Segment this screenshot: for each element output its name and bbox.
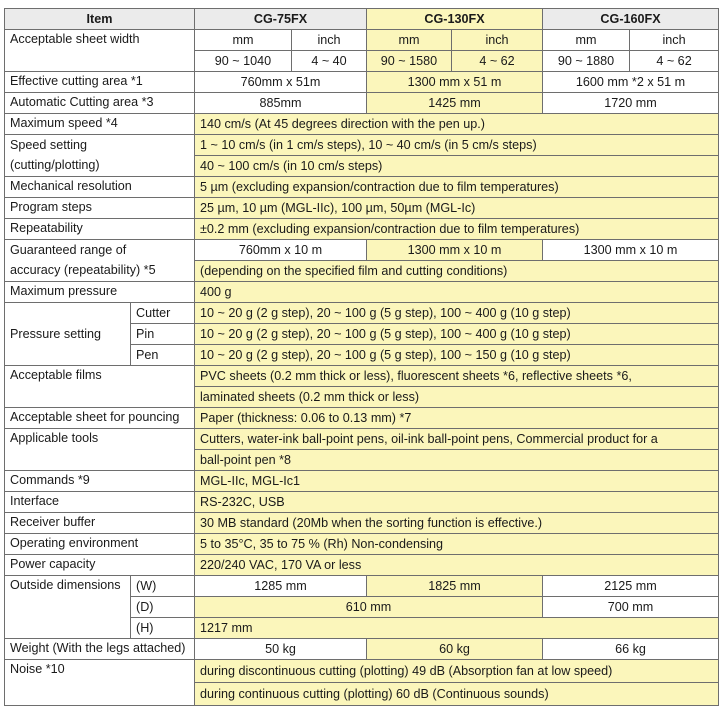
row-tools-1	[5, 429, 719, 450]
label-max-speed: Maximum speed *4	[5, 114, 195, 135]
label-dimensions-d: (D)	[131, 597, 195, 618]
label-buffer: Receiver buffer	[5, 513, 195, 534]
row-repeatability	[5, 219, 719, 240]
guaranteed-note: (depending on the specified film and cutting conditions)	[195, 261, 719, 282]
label-dimensions-h: (H)	[131, 618, 195, 639]
effective-area-m3: 1600 mm *2 x 51 m	[543, 72, 719, 93]
label-pouncing: Acceptable sheet for pouncing	[5, 408, 195, 429]
label-repeatability: Repeatability	[5, 219, 195, 240]
auto-area-m2: 1425 mm	[367, 93, 543, 114]
sheet-width-inch-m1: 4 ~ 40	[292, 51, 367, 72]
weight-m1: 50 kg	[195, 639, 367, 660]
label-power: Power capacity	[5, 555, 195, 576]
noise-line2: during continuous cutting (plotting) 60 dB (Continuous sounds)	[195, 683, 719, 706]
label-sheet-width: Acceptable sheet width	[5, 30, 195, 72]
speed-setting-line1: 1 ~ 10 cm/s (in 1 cm/s steps), 10 ~ 40 cm/s (in 5 cm/s steps)	[195, 135, 719, 156]
label-guaranteed-line2: accuracy (repeatability) *5	[10, 263, 156, 277]
speed-setting-line2: 40 ~ 100 cm/s (in 10 cm/s steps)	[195, 156, 719, 177]
row-dimensions-w	[5, 576, 719, 597]
program-steps-value: 25 µm, 10 µm (MGL-IIc), 100 µm, 50µm (MGL-Ic)	[195, 198, 719, 219]
unit-mm-m1: mm	[195, 30, 292, 51]
row-pressure-cutter	[5, 303, 719, 324]
header-cg75fx: CG-75FX	[195, 9, 367, 30]
label-interface: Interface	[5, 492, 195, 513]
pouncing-value: Paper (thickness: 0.06 to 0.13 mm) *7	[195, 408, 719, 429]
label-mech-resolution: Mechanical resolution	[5, 177, 195, 198]
dimensions-w-m2: 1825 mm	[367, 576, 543, 597]
dimensions-w-m3: 2125 mm	[543, 576, 719, 597]
label-auto-area: Automatic Cutting area *3	[5, 93, 195, 114]
guaranteed-m3: 1300 mm x 10 m	[543, 240, 719, 261]
label-max-pressure: Maximum pressure	[5, 282, 195, 303]
films-line1: PVC sheets (0.2 mm thick or less), fluorescent sheets *6, reflective sheets *6,	[195, 366, 719, 387]
row-commands	[5, 471, 719, 492]
header-row	[5, 9, 719, 30]
row-effective-area	[5, 72, 719, 93]
max-pressure-value: 400 g	[195, 282, 719, 303]
noise-line1: during discontinuous cutting (plotting) 49 dB (Absorption fan at low speed)	[195, 660, 719, 683]
label-films: Acceptable films	[5, 366, 195, 408]
label-speed-setting	[5, 135, 195, 177]
power-value: 220/240 VAC, 170 VA or less	[195, 555, 719, 576]
sheet-width-mm-m2: 90 ~ 1580	[367, 51, 452, 72]
label-speed-setting-line2: (cutting/plotting)	[10, 158, 100, 172]
sheet-width-mm-m1: 90 ~ 1040	[195, 51, 292, 72]
pressure-pin-value: 10 ~ 20 g (2 g step), 20 ~ 100 g (5 g step), 100 ~ 400 g (10 g step)	[195, 324, 719, 345]
auto-area-m3: 1720 mm	[543, 93, 719, 114]
row-environment	[5, 534, 719, 555]
row-weight	[5, 639, 719, 660]
row-interface	[5, 492, 719, 513]
spec-table	[4, 8, 719, 706]
row-buffer	[5, 513, 719, 534]
pressure-cutter-value: 10 ~ 20 g (2 g step), 20 ~ 100 g (5 g step), 100 ~ 400 g (10 g step)	[195, 303, 719, 324]
label-guaranteed	[5, 240, 195, 282]
label-program-steps: Program steps	[5, 198, 195, 219]
header-item: Item	[5, 9, 195, 30]
row-films-1	[5, 366, 719, 387]
max-speed-value: 140 cm/s (At 45 degrees direction with the pen up.)	[195, 114, 719, 135]
header-cg130fx: CG-130FX	[367, 9, 543, 30]
weight-m2: 60 kg	[367, 639, 543, 660]
label-weight: Weight (With the legs attached)	[5, 639, 195, 660]
guaranteed-m2: 1300 mm x 10 m	[367, 240, 543, 261]
dimensions-d-m3: 700 mm	[543, 597, 719, 618]
dimensions-h-all: 1217 mm	[195, 618, 719, 639]
sheet-width-inch-m2: 4 ~ 62	[452, 51, 543, 72]
tools-line2: ball-point pen *8	[195, 450, 719, 471]
label-speed-setting-line1: Speed setting	[10, 138, 88, 152]
sheet-width-mm-m3: 90 ~ 1880	[543, 51, 630, 72]
row-noise-1	[5, 660, 719, 683]
row-mech-resolution	[5, 177, 719, 198]
label-tools: Applicable tools	[5, 429, 195, 471]
row-guaranteed-1	[5, 240, 719, 261]
commands-value: MGL-IIc, MGL-Ic1	[195, 471, 719, 492]
tools-line1: Cutters, water-ink ball-point pens, oil-ink ball-point pens, Commercial product for a	[195, 429, 719, 450]
unit-inch-m1: inch	[292, 30, 367, 51]
buffer-value: 30 MB standard (20Mb when the sorting function is effective.)	[195, 513, 719, 534]
label-pressure-cutter: Cutter	[131, 303, 195, 324]
label-guaranteed-line1: Guaranteed range of	[10, 243, 127, 257]
label-pressure-pin: Pin	[131, 324, 195, 345]
effective-area-m2: 1300 mm x 51 m	[367, 72, 543, 93]
effective-area-m1: 760mm x 51m	[195, 72, 367, 93]
weight-m3: 66 kg	[543, 639, 719, 660]
label-noise: Noise *10	[5, 660, 195, 706]
header-cg160fx: CG-160FX	[543, 9, 719, 30]
row-speed-setting-1	[5, 135, 719, 156]
label-dimensions: Outside dimensions	[5, 576, 131, 639]
label-environment: Operating environment	[5, 534, 195, 555]
dimensions-w-m1: 1285 mm	[195, 576, 367, 597]
label-pressure-setting: Pressure setting	[5, 303, 131, 366]
sheet-width-inch-m3: 4 ~ 62	[630, 51, 719, 72]
interface-value: RS-232C, USB	[195, 492, 719, 513]
pressure-pen-value: 10 ~ 20 g (2 g step), 20 ~ 100 g (5 g step), 100 ~ 150 g (10 g step)	[195, 345, 719, 366]
label-pressure-pen: Pen	[131, 345, 195, 366]
unit-inch-m2: inch	[452, 30, 543, 51]
dimensions-d-m1-m2: 610 mm	[195, 597, 543, 618]
repeatability-value: ±0.2 mm (excluding expansion/contraction due to film temperatures)	[195, 219, 719, 240]
row-max-speed	[5, 114, 719, 135]
auto-area-m1: 885mm	[195, 93, 367, 114]
unit-mm-m2: mm	[367, 30, 452, 51]
label-commands: Commands *9	[5, 471, 195, 492]
mech-resolution-value: 5 µm (excluding expansion/contraction due to film temperatures)	[195, 177, 719, 198]
guaranteed-m1: 760mm x 10 m	[195, 240, 367, 261]
row-sheet-width-units	[5, 30, 719, 51]
environment-value: 5 to 35°C, 35 to 75 % (Rh) Non-condensing	[195, 534, 719, 555]
unit-mm-m3: mm	[543, 30, 630, 51]
row-program-steps	[5, 198, 719, 219]
label-effective-area: Effective cutting area *1	[5, 72, 195, 93]
row-max-pressure	[5, 282, 719, 303]
row-power	[5, 555, 719, 576]
row-pouncing	[5, 408, 719, 429]
unit-inch-m3: inch	[630, 30, 719, 51]
films-line2: laminated sheets (0.2 mm thick or less)	[195, 387, 719, 408]
row-auto-area	[5, 93, 719, 114]
label-dimensions-w: (W)	[131, 576, 195, 597]
